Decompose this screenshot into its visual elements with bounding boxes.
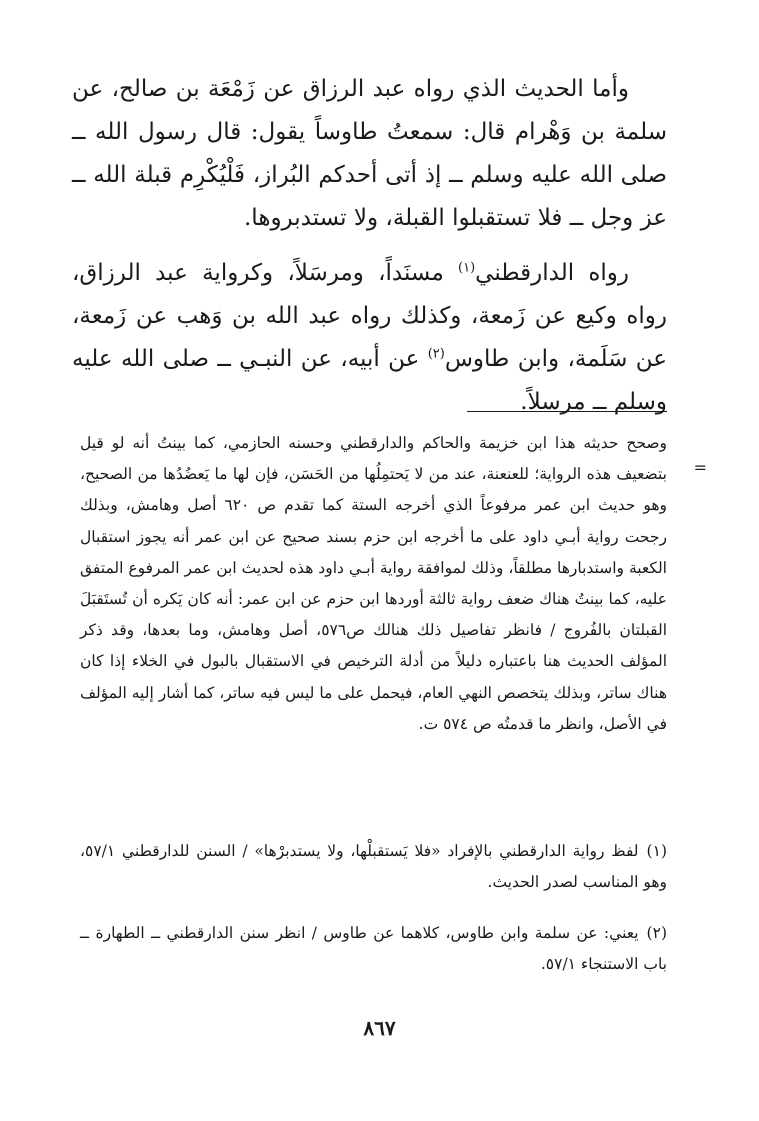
footnote-ref-1[interactable]: (١) (458, 260, 476, 276)
footnote-continuation-text: وصحح حديثه هذا ابن خزيمة والحاكم والدارقطني وحسنه الحازمي، كما بينتُ أنه لو قيل بتضعيف هذه الرواية؛ للعنعنة، عند من لا يَحتمِلُها من الحَسَن، فإن لها ما يَعضُدُها من الصحيح، وهو حديث ابن عمر مرفوعاً الذي أخرجه الستة كما تقدم ص ٦٢٠ أصل وهامش، وبذلك رجحت رواية أبـي داود على ما أخرجه ابن حزم بسند صحيح عن ابن عمر أنه يجوز استقبال الكعبة واستدبارها مطلقاً، وذلك لموافقة رواية أبـي داود هذه لحديث ابن عمر المرفوع المتفق عليه، كما بينتُ هناك ضعف رواية ثالثة أوردها ابن حزم عن ابن عمر: أنه كان يَكره أن تُستَقبَلَ القبلتان بالفُروج / فانظر تفاصيل ذلك هنالك ص٥٧٦، أصل وهامش، وما بعدها، وقد ذكر المؤلف الحديث هنا باعتباره دليلاً من أدلة الترخيص في الاستقبال بالبول في الخلاء إذا كان هناك ساتر، وبذلك يتخصص النهي العام، فيحمل على ما ليس فيه ساتر، كما أشار إليه المؤلف في الأصل، وانظر ما قدمتُه ص ٥٧٤ ت. (80, 434, 667, 733)
footnote-2-text: يعني: عن سلمة وابن طاوس، كلاهما عن طاوس / انظر سنن الدارقطني ــ الطهارة ــ باب الاستنجاء ٥٧/١. (80, 924, 667, 973)
main-paragraph-2 (72, 252, 667, 424)
footnote-2 (80, 918, 667, 980)
footnote-1 (80, 836, 667, 898)
footnote-separator (467, 411, 667, 412)
footnote-continuation (80, 428, 667, 740)
main-paragraph-1 (72, 68, 667, 240)
footnote-1-text: لفظ رواية الدارقطني بالإفراد «فلا يَستقبلْها، ولا يستدبرْها» / السنن للدارقطني ٥٧/١، وهو المناسب لصدر الحديث. (80, 842, 667, 891)
main-paragraph-2-start: رواه الدارقطني (475, 260, 629, 286)
footnote-ref-2[interactable]: (٢) (427, 346, 445, 362)
footnote-1-number: (١) (646, 842, 667, 860)
main-body (72, 68, 667, 424)
continuation-mark: = (693, 458, 707, 477)
main-paragraph-2-middle: مسنَداً، ومرسَلاً، وكرواية عبد الرزاق، رواه وكيع عن زَمعة، وكذلك رواه عبد الله بن وَهب عن زَمعة، عن سَلَمة، وابن طاوس (72, 260, 667, 372)
footnote-2-number: (٢) (646, 924, 667, 942)
page-number: ٨٦٧ (363, 1016, 396, 1040)
main-paragraph-2-end: عن أبيه، عن النبـي ــ صلى الله عليه وسلم ــ مرسلاً. (72, 346, 667, 415)
main-paragraph-1-text: وأما الحديث الذي رواه عبد الرزاق عن زَمْعَة بن صالح، عن سلمة بن وَهْرام قال: سمعتُ طاوساً يقول: قال رسول الله ــ صلى الله عليه وسلم ــ إذ أتى أحدكم البُراز، فَلْيُكْرِم قبلة الله ــ عز وجل ــ فلا تستقبلوا القبلة، ولا تستدبروها. (72, 76, 667, 231)
